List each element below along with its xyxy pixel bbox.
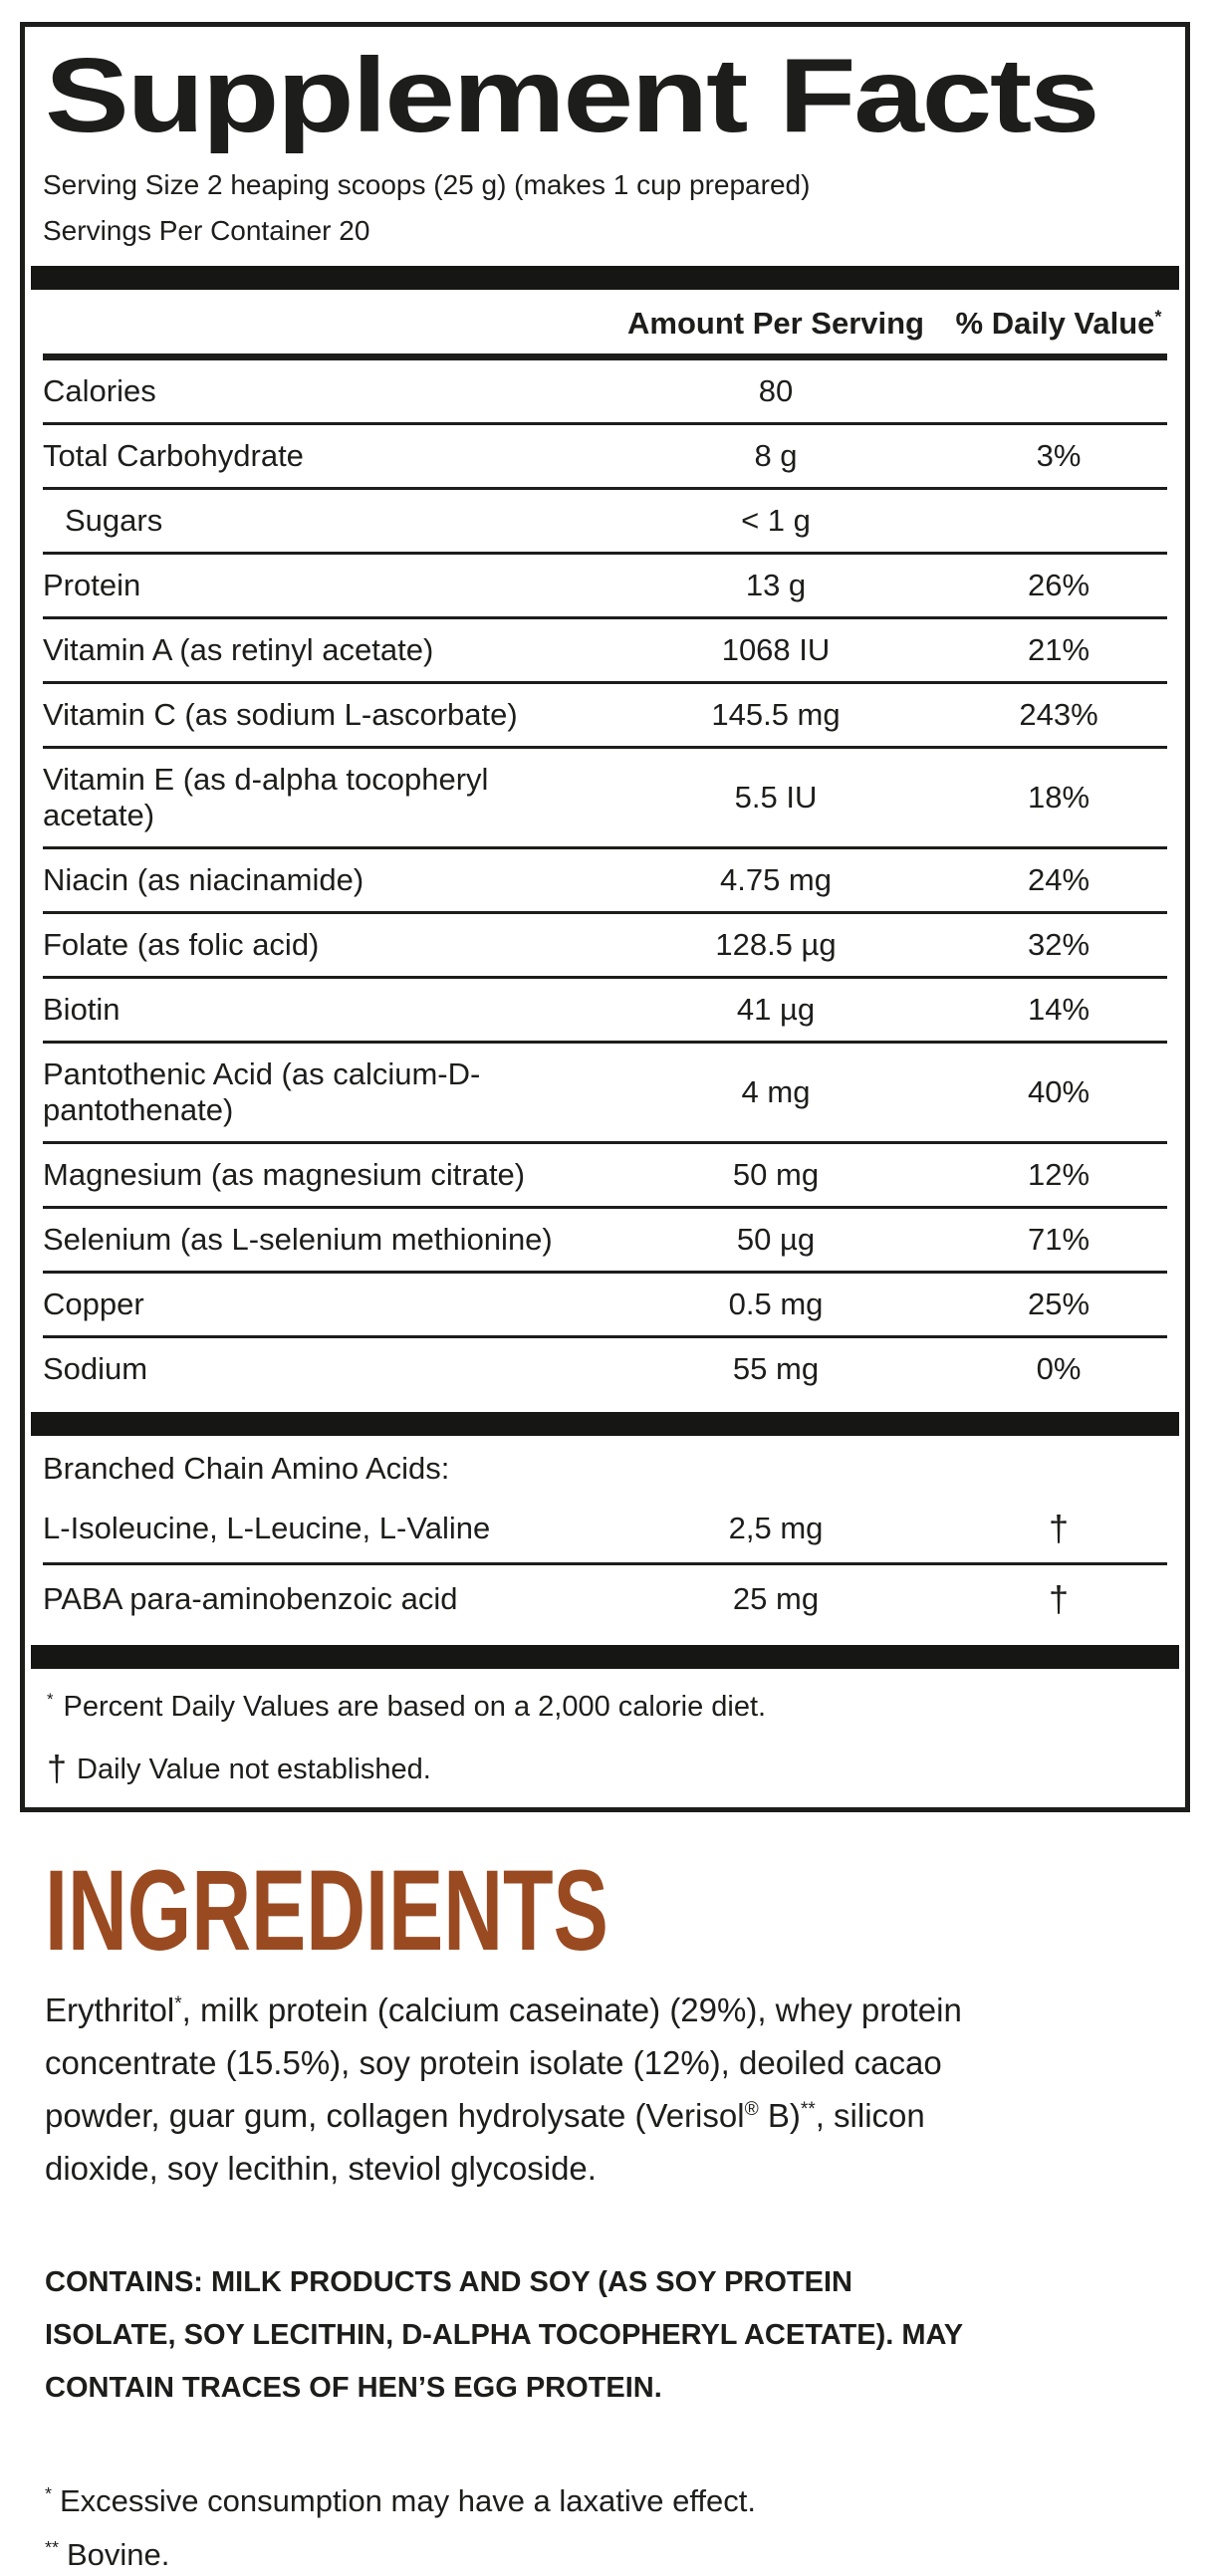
- nutrient-amount: < 1 g: [741, 503, 811, 538]
- table-row: [43, 422, 1167, 487]
- nutrient-amount: 25 mg: [732, 1581, 820, 1616]
- supplement-facts-panel: [20, 22, 1190, 1812]
- table-row: [43, 616, 1167, 681]
- nutrient-amount: 50 µg: [736, 1222, 816, 1257]
- note-bovine: [45, 2534, 1168, 2576]
- nutrient-amount: 4 mg: [741, 1074, 811, 1109]
- table-row: [43, 552, 1167, 616]
- nutrient-daily-value: 71%: [1027, 1222, 1091, 1257]
- table-header: [43, 290, 1167, 360]
- footnote-not-established-text: Daily Value not established.: [77, 1754, 431, 1785]
- nutrient-name: Sodium: [43, 1351, 148, 1386]
- table-row: [43, 1206, 1167, 1271]
- nutrient-name: Vitamin A (as retinyl acetate): [43, 632, 434, 667]
- note-bovine-text: Bovine.: [67, 2536, 170, 2572]
- nutrient-daily-value: 40%: [1027, 1074, 1091, 1109]
- nutrient-name: Magnesium (as magnesium citrate): [43, 1157, 526, 1192]
- nutrient-amount: 0.5 mg: [728, 1287, 824, 1321]
- nutrient-amount: 4.75 mg: [719, 862, 832, 897]
- dagger-mark: †: [47, 1748, 68, 1788]
- nutrient-name: Copper: [43, 1287, 144, 1321]
- nutrient-daily-value: 32%: [1027, 927, 1091, 962]
- nutrient-name: L-Isoleucine, L-Leucine, L-Valine: [43, 1511, 491, 1545]
- table-row: [43, 1562, 1167, 1633]
- table-row: [43, 1271, 1167, 1335]
- supplement-label: [0, 22, 1213, 2576]
- bcaa-section-header: Branched Chain Amino Acids:: [43, 1451, 450, 1486]
- nutrient-daily-value: 21%: [1027, 632, 1091, 667]
- nutrient-amount: 80: [758, 373, 794, 408]
- table-row: [43, 681, 1167, 746]
- nutrient-daily-value: 243%: [1019, 697, 1098, 732]
- nutrient-name: Vitamin C (as sodium L-ascorbate): [43, 697, 518, 732]
- table-row: [43, 846, 1167, 911]
- nutrient-daily-value: 3%: [1036, 438, 1082, 473]
- table-row: [43, 911, 1167, 976]
- panel-title: Supplement Facts: [45, 37, 1098, 154]
- nutrient-daily-value: 0%: [1036, 1351, 1082, 1386]
- nutrient-daily-value: 26%: [1027, 568, 1091, 602]
- daily-value-asterisk: *: [1154, 306, 1162, 327]
- servings-per-container: Servings Per Container 20: [43, 215, 370, 246]
- nutrient-daily-value: †: [1048, 1578, 1070, 1619]
- footnote-daily-values: * Percent Daily Values are based on a 2,000 calorie diet.: [47, 1690, 767, 1723]
- col-daily-value-label: % Daily Value: [955, 306, 1155, 341]
- label-lower-section: [0, 1847, 1213, 2576]
- nutrient-name: Total Carbohydrate: [43, 438, 304, 473]
- col-amount-per-serving: Amount Per Serving: [627, 306, 924, 341]
- footnote-not-established: [47, 1748, 1167, 1789]
- nutrient-name: Pantothenic Acid (as calcium-D-pantothenate): [43, 1056, 481, 1127]
- note-laxative-text: Excessive consumption may have a laxative effect.: [60, 2482, 756, 2518]
- divider-bar-top: [31, 266, 1179, 290]
- table-row: [43, 1141, 1167, 1206]
- table-row: [43, 1041, 1167, 1141]
- table-row: [43, 1335, 1167, 1400]
- table-row: [43, 746, 1167, 846]
- nutrient-amount: 145.5 mg: [711, 697, 841, 732]
- double-asterisk-mark: **: [45, 2537, 59, 2558]
- divider-bar-middle: [31, 1412, 1179, 1436]
- nutrient-amount: 55 mg: [732, 1351, 820, 1386]
- footnote-daily-values-text: Percent Daily Values are based on a 2,000 calorie diet.: [63, 1691, 767, 1723]
- nutrient-daily-value: 12%: [1027, 1157, 1091, 1192]
- nutrient-amount: 50 mg: [732, 1157, 820, 1192]
- nutrient-name: Sugars: [65, 503, 163, 538]
- table-row: [43, 1495, 1167, 1562]
- col-daily-value: [950, 306, 1167, 342]
- nutrient-daily-value: †: [1048, 1508, 1070, 1548]
- nutrient-table: [43, 360, 1167, 1400]
- nutrient-daily-value: 14%: [1027, 992, 1091, 1027]
- note-laxative: [45, 2480, 1168, 2522]
- bcaa-table: [43, 1495, 1167, 1633]
- nutrient-daily-value: 24%: [1027, 862, 1091, 897]
- nutrient-name: Calories: [43, 373, 156, 408]
- nutrient-name: Protein: [43, 568, 141, 602]
- allergen-statement: CONTAINS: MILK PRODUCTS AND SOY (AS SOY PROTEIN ISOLATE, SOY LECITHIN, D-ALPHA TOCOPHERYL ACETATE). MAY CONTAIN TRACES OF HEN’S EGG PROTEIN.: [45, 2265, 963, 2404]
- nutrient-name: Niacin (as niacinamide): [43, 862, 364, 897]
- table-row: [43, 976, 1167, 1041]
- nutrient-daily-value: 25%: [1027, 1287, 1091, 1321]
- table-row: [43, 360, 1167, 422]
- nutrient-name: Vitamin E (as d-alpha tocopheryl acetate): [43, 762, 489, 832]
- nutrient-amount: 1068 IU: [721, 632, 831, 667]
- nutrient-name: Selenium (as L-selenium methionine): [43, 1222, 553, 1257]
- header-spacer: [43, 306, 602, 342]
- ingredients-heading: INGREDIENTS: [45, 1847, 608, 1975]
- nutrient-amount: 13 g: [745, 568, 807, 602]
- nutrient-amount: 2,5 mg: [728, 1511, 824, 1545]
- ingredients-text: Erythritol*, milk protein (calcium caseinate) (29%), whey protein concentrate (15.5%), soy protein isolate (12%), deoiled cacao powder, guar gum, collagen hydrolysate (Verisol® B)**, silicon dioxide, soy lecithin, steviol glycoside.: [45, 1991, 962, 2187]
- asterisk-mark: *: [45, 2483, 52, 2504]
- nutrient-amount: 41 µg: [736, 992, 816, 1027]
- nutrient-amount: 5.5 IU: [734, 780, 818, 815]
- nutrient-amount: 8 g: [754, 438, 798, 473]
- nutrient-daily-value: 18%: [1027, 780, 1091, 815]
- nutrient-name: Biotin: [43, 992, 121, 1027]
- table-row: [43, 487, 1167, 552]
- nutrient-name: PABA para-aminobenzoic acid: [43, 1581, 458, 1616]
- divider-bar-bottom: [31, 1645, 1179, 1669]
- nutrient-name: Folate (as folic acid): [43, 927, 320, 962]
- nutrient-amount: 128.5 µg: [715, 927, 837, 962]
- serving-size: Serving Size 2 heaping scoops (25 g) (makes 1 cup prepared): [43, 169, 811, 200]
- bottom-notes: [45, 2480, 1168, 2576]
